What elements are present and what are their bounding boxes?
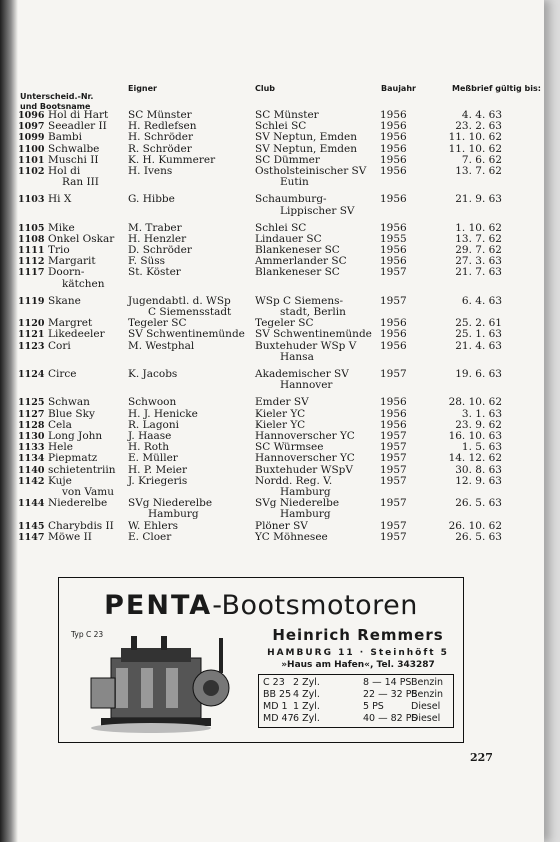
valid-until: 30. 8. 63	[455, 463, 502, 476]
engine-power: 40 — 82 PS	[363, 713, 418, 724]
engine-model: BB 25	[263, 689, 292, 700]
valid-until: 16. 10. 63	[448, 429, 502, 442]
engine-power: 5 PS	[363, 701, 384, 712]
club: Hannoverscher YC	[255, 452, 355, 465]
engine-fuel: Benzin	[411, 677, 444, 688]
boat-name: Seeadler II	[48, 120, 107, 133]
club: WSp C Siemens-	[255, 294, 344, 307]
owner: J. Haase	[128, 429, 172, 442]
engine-cylinders: 1 Zyl.	[293, 701, 320, 712]
boat-number: 1103	[18, 194, 45, 206]
owner: H. Roth	[128, 441, 170, 454]
ad-company-name: Heinrich Remmers	[272, 626, 444, 644]
build-year: 1956	[380, 396, 407, 409]
club: SC Dümmer	[255, 153, 320, 166]
engine-spec-row	[263, 689, 449, 701]
table-row	[18, 521, 502, 532]
club: Buxtehuder WSpV	[255, 463, 353, 476]
club: SVg Niederelbe	[255, 497, 340, 510]
club: Nordd. Reg. V.	[255, 474, 333, 487]
valid-until: 11. 10. 62	[448, 142, 502, 155]
owner: E. Müller	[128, 452, 178, 465]
engine-model: MD 1	[263, 701, 288, 712]
build-year: 1956	[380, 418, 407, 431]
boat-number: 1144	[18, 498, 45, 510]
owner: D. Schröder	[128, 244, 192, 257]
boat-name: Onkel Oskar	[48, 232, 115, 245]
table-header	[18, 84, 541, 111]
header-number-name: Unterscheid.-Nr. und Bootsname	[20, 92, 94, 111]
boat-name: Schwan	[48, 396, 90, 409]
boat-name: Cela	[48, 418, 72, 431]
valid-until: 26. 5. 63	[455, 530, 502, 543]
build-year: 1957	[380, 294, 407, 307]
club: Akademischer SV	[255, 368, 349, 381]
boat-name: Bambi	[48, 131, 83, 144]
build-year: 1957	[380, 530, 407, 543]
valid-until: 23. 2. 63	[455, 120, 502, 133]
boat-number: 1111	[18, 245, 45, 257]
boat-number: 1117	[18, 267, 45, 279]
table-row	[18, 329, 502, 340]
owner: H. Redlefsen	[128, 120, 197, 133]
table-row	[18, 341, 502, 363]
owner: H. P. Meier	[128, 463, 188, 476]
build-year: 1956	[380, 221, 407, 234]
boat-number: 1128	[18, 419, 45, 431]
table-row	[18, 498, 502, 520]
boat-number: 1124	[18, 369, 45, 381]
owner: H. Ivens	[128, 164, 173, 177]
valid-until: 23. 9. 62	[455, 418, 502, 431]
boat-name: Hele	[48, 441, 73, 454]
table-row	[18, 296, 502, 318]
boat-name: Hol di Hart	[48, 109, 109, 121]
table-row	[18, 476, 502, 498]
club: Ammerlander SC	[255, 255, 347, 268]
owner: Jugendabtl. d. WSp	[128, 294, 231, 307]
club: Blankeneser SC	[255, 244, 340, 257]
build-year: 1957	[380, 519, 407, 532]
boat-register-table	[18, 110, 502, 543]
boat-name: Circe	[48, 368, 77, 381]
boat-number: 1121	[18, 329, 45, 341]
build-year: 1957	[380, 474, 407, 487]
boat-number: 1108	[18, 233, 45, 245]
engine-power: 8 — 14 PS	[363, 677, 412, 688]
boat-number: 1096	[18, 110, 45, 121]
build-year: 1956	[380, 164, 407, 177]
club: SC Würmsee	[255, 441, 324, 454]
valid-until: 27. 3. 63	[455, 255, 502, 268]
boat-number: 1101	[18, 154, 45, 166]
boat-number: 1127	[18, 408, 45, 420]
club: Lindauer SC	[255, 232, 322, 245]
build-year: 1957	[380, 497, 407, 510]
boat-number: 1147	[18, 531, 45, 543]
club-continued: Hamburg	[280, 485, 331, 498]
owner: H. Schröder	[128, 131, 193, 144]
club: Ostholsteinischer SV	[255, 164, 367, 177]
valid-until: 4. 4. 63	[461, 109, 502, 121]
boat-name: Likedeeler	[48, 328, 105, 341]
club: Schaumburg-	[255, 193, 327, 206]
engine-cylinders: 4 Zyl.	[293, 689, 320, 700]
build-year: 1956	[380, 317, 407, 330]
build-year: 1956	[380, 109, 407, 121]
build-year: 1956	[380, 244, 407, 257]
engine-type-label: Typ C 23	[71, 630, 104, 639]
boat-name: Doorn-	[48, 266, 85, 279]
header-club: Club	[255, 84, 276, 93]
engine-spec-table	[258, 674, 454, 728]
penta-advertisement	[58, 577, 464, 743]
club-continued: Hamburg	[280, 508, 331, 521]
boat-number: 1130	[18, 430, 45, 442]
table-row	[18, 194, 502, 216]
boat-number: 1099	[18, 132, 45, 144]
boat-number: 1100	[18, 143, 45, 155]
club: SC Münster	[255, 109, 319, 121]
table-row	[18, 453, 502, 464]
engine-power: 22 — 32 PS	[363, 689, 418, 700]
owner: SC Münster	[128, 109, 192, 121]
club: Hannoverscher YC	[255, 429, 355, 442]
build-year: 1957	[380, 266, 407, 279]
boat-number: 1097	[18, 121, 45, 133]
boat-name: Margarit	[48, 255, 96, 268]
valid-until: 19. 6. 63	[455, 368, 502, 381]
engine-model: MD 47	[263, 713, 294, 724]
owner: M. Traber	[128, 221, 182, 234]
table-row	[18, 369, 502, 391]
owner: SVg Niederelbe	[128, 497, 213, 510]
club-continued: Hannover	[280, 379, 333, 392]
boat-number: 1145	[18, 520, 45, 532]
owner: Schwoon	[128, 396, 177, 409]
boat-name-continued: von Vamu	[62, 485, 114, 498]
valid-until: 7. 6. 62	[461, 153, 502, 166]
boat-number: 1133	[18, 442, 45, 454]
club: Schlei SC	[255, 120, 307, 133]
build-year: 1956	[380, 142, 407, 155]
club: Emder SV	[255, 396, 309, 409]
valid-until: 13. 7. 62	[455, 164, 502, 177]
engine-cylinders: 2 Zyl.	[293, 677, 320, 688]
owner: M. Westphal	[128, 339, 195, 352]
owner: F. Süss	[128, 255, 166, 268]
boat-name: Charybdis II	[48, 519, 114, 532]
boat-name: Piepmatz	[48, 452, 98, 465]
build-year: 1956	[380, 339, 407, 352]
boat-name-continued: kätchen	[62, 277, 105, 290]
build-year: 1956	[380, 131, 407, 144]
table-row	[18, 267, 502, 289]
build-year: 1956	[380, 255, 407, 268]
boat-name: Skane	[48, 294, 81, 307]
boat-number: 1102	[18, 165, 45, 177]
owner: J. Kriegeris	[128, 474, 188, 487]
valid-until: 13. 7. 62	[455, 232, 502, 245]
engine-cylinders: 6 Zyl.	[293, 713, 320, 724]
build-year: 1956	[380, 120, 407, 133]
build-year: 1955	[380, 232, 407, 245]
club: Blankeneser SC	[255, 266, 340, 279]
valid-until: 28. 10. 62	[448, 396, 502, 409]
valid-until: 6. 4. 63	[461, 294, 502, 307]
engine-fuel: Diesel	[411, 713, 441, 724]
engine-fuel: Benzin	[411, 689, 444, 700]
boat-number: 1119	[18, 295, 45, 307]
club: Plöner SV	[255, 519, 308, 532]
valid-until: 21. 7. 63	[455, 266, 502, 279]
boat-number: 1123	[18, 340, 45, 352]
boat-name: Blue Sky	[48, 407, 95, 420]
boat-name: Möwe II	[48, 530, 92, 543]
club: Kieler YC	[255, 418, 306, 431]
build-year: 1957	[380, 452, 407, 465]
valid-until: 25. 1. 63	[455, 328, 502, 341]
boat-name: Hol di	[48, 164, 81, 177]
valid-until: 29. 7. 62	[455, 244, 502, 257]
owner: K. Jacobs	[128, 368, 178, 381]
ad-title-rest: -Bootsmotoren	[212, 590, 418, 621]
owner: SV Schwentinemünde	[128, 328, 245, 341]
table-row	[18, 397, 502, 408]
build-year: 1957	[380, 441, 407, 454]
table-row	[18, 132, 502, 143]
boat-name: Margret	[48, 317, 93, 330]
owner: Tegeler SC	[128, 317, 187, 330]
valid-until: 26. 10. 62	[448, 519, 502, 532]
club-continued: Eutin	[280, 176, 309, 189]
ad-title	[59, 590, 463, 621]
header-year: Baujahr	[381, 84, 416, 93]
page-number: 227	[470, 751, 493, 764]
club-continued: Hansa	[280, 350, 314, 363]
club: YC Möhnesee	[255, 530, 328, 543]
valid-until: 1. 10. 62	[455, 221, 502, 234]
boat-name: Cori	[48, 339, 71, 352]
build-year: 1956	[380, 153, 407, 166]
boat-name: Schwalbe	[48, 142, 100, 155]
header-valid-until: Meßbrief gültig bis:	[452, 84, 541, 93]
valid-until: 26. 5. 63	[455, 497, 502, 510]
ad-address-line2: »Haus am Hafen«, Tel. 343287	[281, 660, 435, 670]
engine-model: C 23	[263, 677, 285, 688]
boat-number: 1120	[18, 318, 45, 330]
boat-name: Hi X	[48, 193, 72, 206]
ad-title-brand: PENTA	[104, 590, 213, 621]
valid-until: 1. 5. 63	[461, 441, 502, 454]
valid-until: 12. 9. 63	[455, 474, 502, 487]
club: SV Neptun, Emden	[255, 131, 357, 144]
boat-name: Niederelbe	[48, 497, 108, 510]
owner: St. Köster	[128, 266, 181, 279]
boat-engine-illustration	[71, 628, 247, 738]
owner: H. Henzler	[128, 232, 187, 245]
header-owner: Eigner	[128, 84, 157, 93]
boat-name: Trio	[48, 244, 70, 257]
valid-until: 21. 9. 63	[455, 193, 502, 206]
club: SV Schwentinemünde	[255, 328, 372, 341]
valid-until: 25. 2. 61	[455, 317, 502, 330]
build-year: 1957	[380, 368, 407, 381]
club: Tegeler SC	[255, 317, 314, 330]
engine-spec-row	[263, 701, 449, 713]
valid-until: 14. 12. 62	[448, 452, 502, 465]
boat-number: 1134	[18, 453, 45, 465]
owner: K. H. Kummerer	[128, 153, 216, 166]
club: Schlei SC	[255, 221, 307, 234]
table-row	[18, 166, 502, 188]
owner: W. Ehlers	[128, 519, 179, 532]
ad-address-line1: HAMBURG 11 · Steinhöft 5	[267, 648, 449, 658]
boat-name: schietentriin	[48, 463, 116, 476]
build-year: 1957	[380, 463, 407, 476]
boat-name: Mike	[48, 221, 75, 234]
boat-name: Kuje	[48, 474, 72, 487]
build-year: 1956	[380, 407, 407, 420]
club: Buxtehuder WSp V	[255, 339, 357, 352]
valid-until: 11. 10. 62	[448, 131, 502, 144]
owner: G. Hibbe	[128, 193, 175, 206]
club: SV Neptun, Emden	[255, 142, 357, 155]
build-year: 1957	[380, 429, 407, 442]
boat-number: 1140	[18, 464, 45, 476]
boat-number: 1105	[18, 222, 45, 234]
boat-name: Muschi II	[48, 153, 99, 166]
owner-continued: Hamburg	[148, 508, 199, 521]
boat-number: 1142	[18, 475, 45, 487]
book-spine-shadow	[0, 0, 18, 842]
club-continued: Lippischer SV	[280, 204, 355, 217]
club: Kieler YC	[255, 407, 306, 420]
engine-spec-row	[263, 713, 449, 725]
build-year: 1956	[380, 193, 407, 206]
owner: R. Schröder	[128, 142, 192, 155]
owner: E. Cloer	[128, 530, 172, 543]
boat-number: 1125	[18, 397, 45, 409]
owner-continued: C Siemensstadt	[148, 306, 232, 319]
valid-until: 21. 4. 63	[455, 339, 502, 352]
table-row	[18, 532, 502, 543]
build-year: 1956	[380, 328, 407, 341]
club-continued: stadt, Berlin	[280, 306, 346, 319]
boat-name: Long John	[48, 429, 103, 442]
engine-fuel: Diesel	[411, 701, 441, 712]
owner: R. Lagoni	[128, 418, 179, 431]
valid-until: 3. 1. 63	[461, 407, 502, 420]
boat-name-continued: Ran III	[62, 176, 99, 189]
owner: H. J. Henicke	[128, 407, 198, 420]
boat-number: 1112	[18, 256, 45, 268]
engine-spec-row	[263, 677, 449, 689]
